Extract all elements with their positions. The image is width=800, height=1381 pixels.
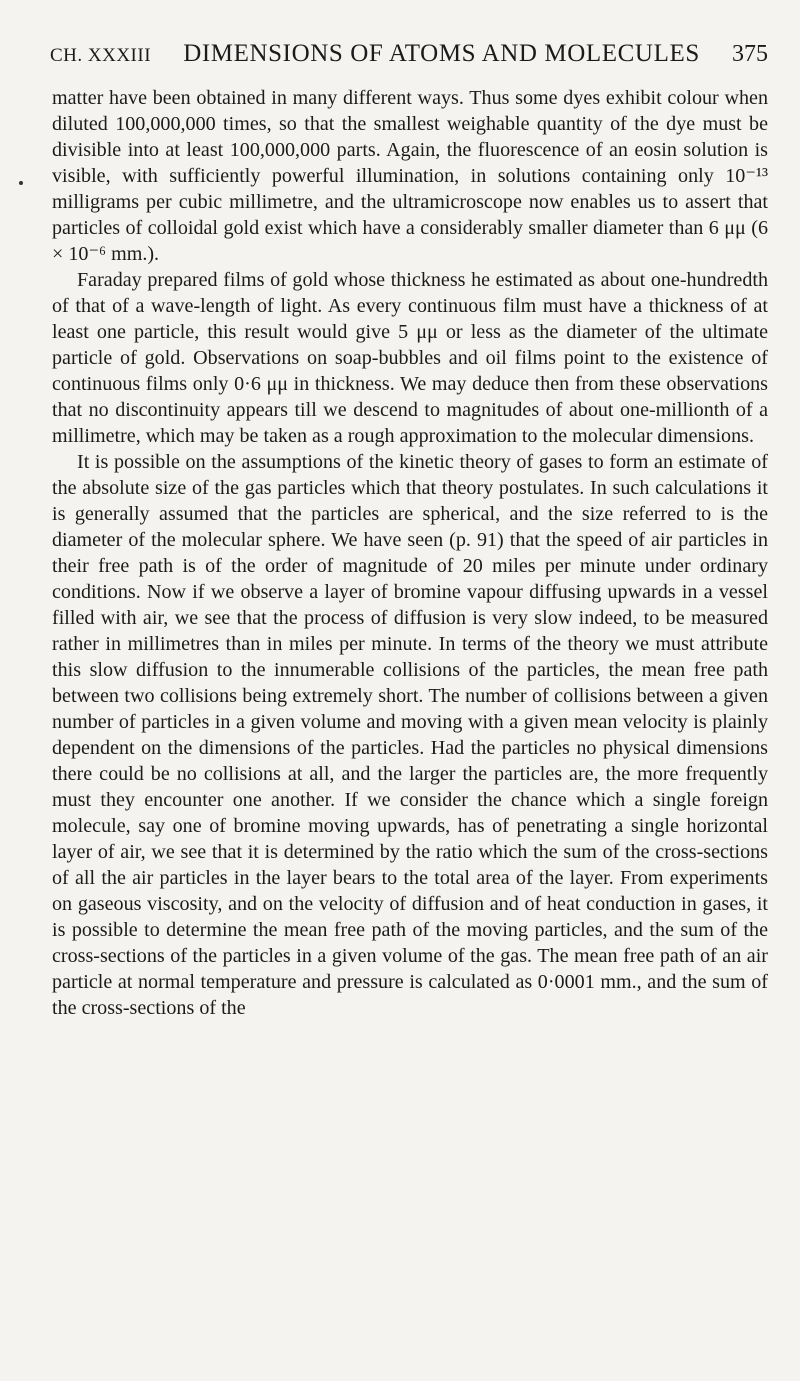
margin-dot	[19, 181, 23, 185]
body-text	[52, 85, 768, 1021]
paragraph-2: Faraday prepared films of gold whose thickness he estimated as about one-hundredth of that of a wave-length of light. As every continuous film must have a thickness of at least one particle, this result would give 5 μμ or less as the diameter of the ultimate particle of gold. Observations on soap-bubbles and oil films point to the existence of continuous films only 0·6 μμ in thickness. We may deduce then from these observations that no discontinuity appears till we descend to magnitudes of about one-millionth of a millimetre, which may be taken as a rough approximation to the molecular dimensions.	[52, 269, 768, 447]
paragraph-1: matter have been obtained in many different ways. Thus some dyes exhibit colour when diluted 100,000,000 times, so that the smallest weighable quantity of the dye must be divisible into at least 100,000,000 parts. Again, the fluorescence of an eosin solution is visible, with sufficiently powerful illumination, in solutions containing only 10⁻¹³ milligrams per cubic millimetre, and the ultramicroscope now enables us to assert that particles of colloidal gold exist which have a considerably smaller diameter than 6 μμ (6 × 10⁻⁶ mm.).	[52, 87, 768, 265]
running-title: DIMENSIONS OF ATOMS AND MOLECULES	[183, 40, 700, 67]
paragraph-3: It is possible on the assumptions of the kinetic theory of gases to form an estimate of the absolute size of the gas particles which that theory postulates. In such calculations it is generally assumed that the particles are spherical, and the size referred to is the diameter of the molecular sphere. We have seen (p. 91) that the speed of air particles in their free path is of the order of magnitude of 20 miles per minute under ordinary conditions. Now if we observe a layer of bromine vapour diffusing upwards in a vessel filled with air, we see that the process of diffusion is very slow indeed, to be measured rather in millimetres than in miles per minute. In terms of the theory we must attribute this slow diffusion to the innumerable collisions of the particles, the mean free path between two collisions being extremely short. The number of collisions between a given number of particles in a given volume and moving with a given mean velocity is plainly dependent on the dimensions of the particles. Had the particles no physical dimensions there could be no collisions at all, and the larger the particles are, the more frequently must they encounter one another. If we consider the chance which a single foreign molecule, say one of bromine moving upwards, has of penetrating a single horizontal layer of air, we see that it is determined by the ratio which the sum of the cross-sections of all the air particles in the layer bears to the total area of the layer. From experiments on gaseous viscosity, and on the velocity of diffusion and of heat conduction in gases, it is possible to determine the mean free path of the moving particles, and the sum of the cross-sections of the particles in a given volume of the gas. The mean free path of an air particle at normal temperature and pressure is calculated as 0·0001 mm., and the sum of the cross-sections of the	[52, 451, 768, 1019]
chapter-label: CH. XXXIII	[50, 45, 152, 66]
page-number: 375	[732, 41, 768, 67]
running-header	[50, 40, 768, 76]
